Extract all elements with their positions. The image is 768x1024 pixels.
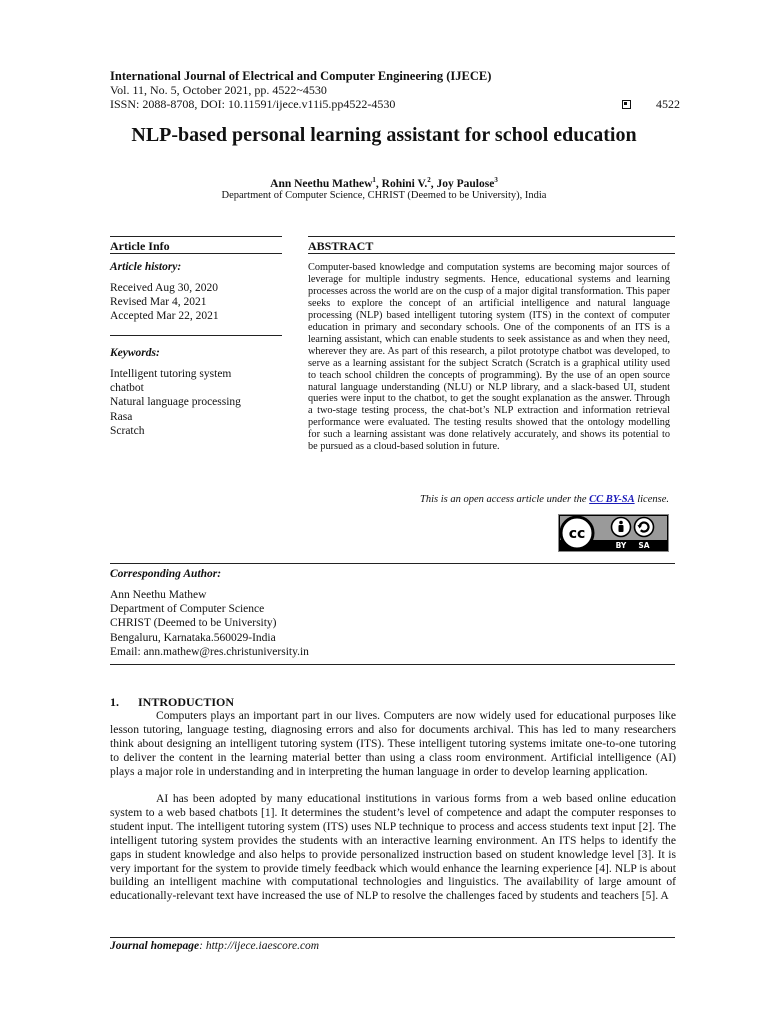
paper-title: NLP-based personal learning assistant for school education [131,124,637,146]
accepted-date: Accepted Mar 22, 2021 [110,310,219,323]
keyword: Rasa [110,410,133,423]
section-title: INTRODUCTION [138,695,235,709]
author-name: Rohini V. [381,177,428,190]
page-number: 4522 [656,97,680,111]
author-separator: , [430,177,437,190]
received-date: Received Aug 30, 2020 [110,282,218,294]
corresponding-name: Ann Neethu Mathew [110,589,207,601]
page-number-block [622,97,680,112]
cc-by-sa-badge[interactable] [558,514,669,552]
by-person-body [619,525,624,532]
intro-paragraph: Computers plays an important part in our lives. Computers are now widely used for educational purposes like lesson tutoring, language testing, diagnosing errors and also for documents archival. This has led to many researchers think about designing an intelligent tutoring system (ITS). These intelligent tutoring systems imitate one-to-one tutoring to deliver the content in the learning material better than using a class room environment. Artificial intelligence (AI) plays a major role in understanding and in interpreting the human language in order to develop learning application. [110,709,676,778]
keyword: Scratch [110,424,145,437]
divider [308,236,675,237]
journal-homepage-url[interactable]: : http://ijece.iaescore.com [199,940,320,952]
journal-homepage-label: Journal homepage [110,940,200,952]
author-name: Joy Paulose [436,177,495,190]
corresponding-department: Department of Computer Science [110,603,265,616]
article-history [110,281,219,324]
author-separator: , [375,177,382,190]
corresponding-author-label: Corresponding Author: [110,568,222,580]
journal-name: International Journal of Electrical and Computer Engineering (IJECE) [110,69,492,83]
corresponding-address: Bengaluru, Karnataka.560029-India [110,631,276,644]
author-affiliation-mark: 3 [494,176,498,184]
article-info-heading: Article Info [110,239,170,253]
keyword: chatbot [110,382,144,395]
license-link[interactable]: CC BY-SA [589,494,635,505]
revised-date: Revised Mar 4, 2021 [110,296,207,309]
divider [110,937,675,938]
open-access-statement [308,494,669,505]
section-number: 1. [110,695,119,709]
issn-doi: ISSN: 2088-8708, DOI: 10.11591/ijece.v11i5.pp4522-4530 [110,97,396,111]
journal-homepage [110,940,319,952]
keywords-label: Keywords: [110,347,160,359]
square-bullet-icon [622,100,631,109]
corresponding-email: Email: ann.mathew@res.christuniversity.in [110,645,309,658]
author-name: Ann Neethu Mathew [270,177,373,190]
open-access-prefix: This is an open access article under the [420,494,590,505]
sa-label: SA [638,541,650,550]
by-person-head [619,521,623,525]
author-department: Department of Computer Science, CHRIST (Deemed to be University), India [221,190,547,201]
keyword-list [110,367,241,438]
author-affiliation-mark: 2 [427,176,431,184]
abstract-heading: ABSTRACT [308,239,374,253]
intro-paragraph: AI has been adopted by many educational institutions in various forms from a web based online education system to a web based chatbots [1]. It determines the student’s level of competence and adapt the computer responses to student input. The intelligent tutoring system (ITS) uses NLP technique to process and access students text input [2]. The intelligent tutoring system provides the students with an interactive learning environment. An ITS helps to identify the gaps in student knowledge and also helps to provide personalized instruction based on student knowledge level [3]. It is very important for the system to provide timely feedback which would enhance the learning experience [4]. NLP is about building an intelligent machine with computational technologies and linguistics. The availability of large amount of educationally-relevant text have increased the use of NLP to resolve the challenges faced by students and teachers [5]. A [110,792,676,903]
divider [110,563,675,564]
divider [110,236,282,237]
by-label: BY [615,541,627,550]
article-history-label: Article history: [110,261,182,273]
divider [110,664,675,665]
cc-letters: cc [568,526,586,542]
divider [110,335,282,336]
volume-info: Vol. 11, No. 5, October 2021, pp. 4522~4530 [110,83,327,97]
author-affiliation-mark: 1 [372,176,376,184]
sa-share-icon [635,518,654,537]
abstract-text: Computer-based knowledge and computation systems are becoming major sources of leverage for multiple industry segments. Hence, educational systems and learning processes across the world are on the cusp of a major digital transformation. This paper seeks to explore the concept of an artificial intelligence and natural language processing (NLP) based intelligent tutoring system (ITS) in the context of computer education in primary and secondary schools. One of the components of an ITS is a learning assistant, which can enable students to seek assistance as and when they need, wherever they are. As part of this research, a pilot prototype chatbot was developed, to serve as a learning assistant for the subject Scratch (Scratch is a graphical utility used to teach school children the concepts of programming). By the use of an open source natural language understanding (NLU) or NLP library, and a slack-based UI, student queries were input to the chatbot, to get the sought explanation as the answer. Through a two-stage testing process, the chat-bot’s NLP extraction and information retrieval performance were evaluated. The testing results showed that the ontology modelling for such a learning assistant was done relatively accurately, and shows its potential to be pursued as a cloud-based solution in future. [308,262,670,453]
section-heading [110,695,234,710]
author-list [0,176,768,190]
corresponding-author-details [110,588,309,659]
keyword: Intelligent tutoring system [110,368,232,380]
open-access-suffix: license. [634,494,669,505]
corresponding-university: CHRIST (Deemed to be University) [110,617,277,630]
keyword: Natural language processing [110,396,241,409]
